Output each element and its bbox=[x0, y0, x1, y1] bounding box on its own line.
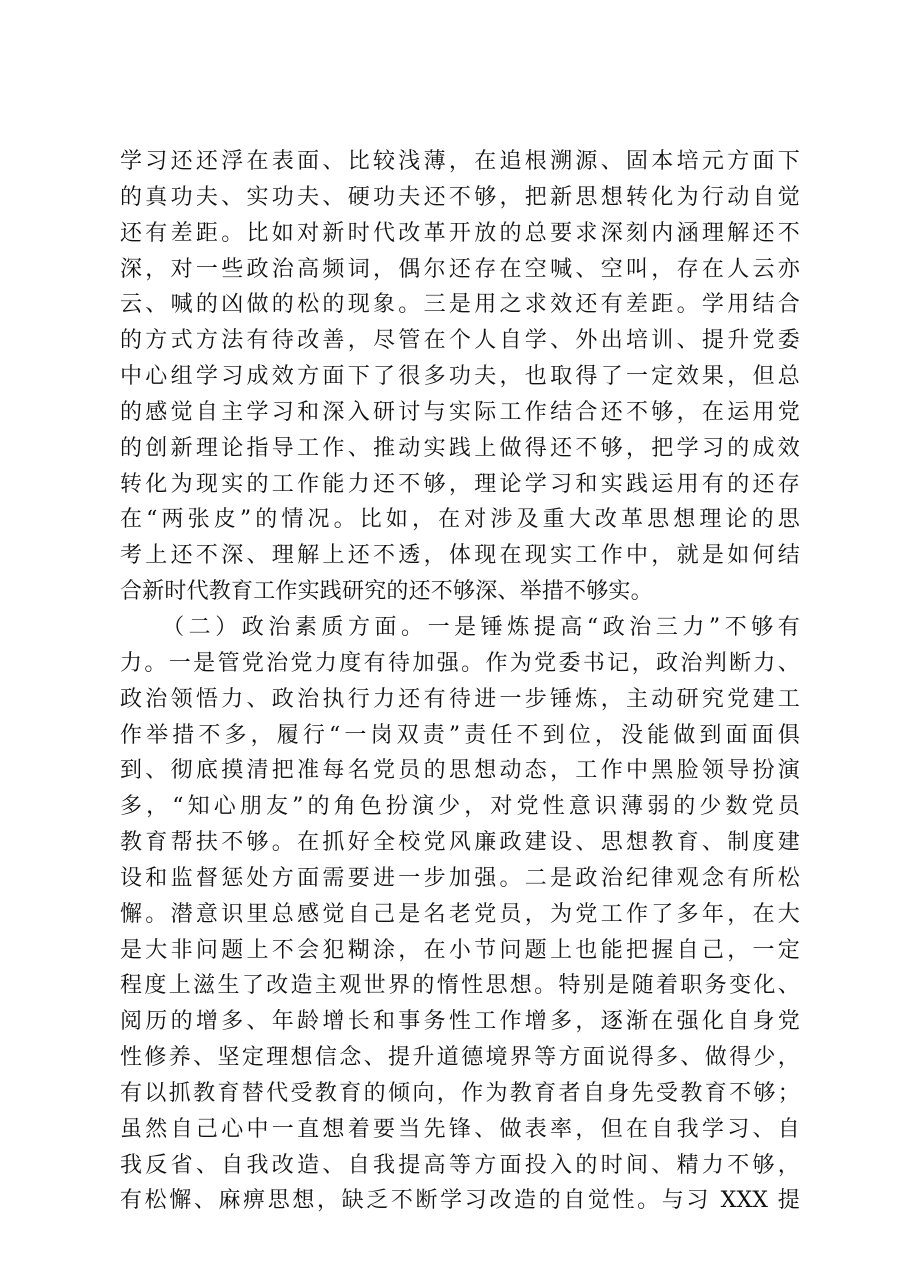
text-line: 有以抓教育替代受教育的倾向，作为教育者自身先受教育不够； bbox=[120, 1080, 800, 1106]
text-line: 多，“知心朋友”的角色扮演少，对党性意识薄弱的少数党员 bbox=[120, 794, 800, 820]
text-line: 转化为现实的工作能力还不够，理论学习和实践运用有的还存 bbox=[120, 471, 800, 497]
text-line: 是大非问题上不会犯糊涂，在小节问题上也能把握自己，一定 bbox=[120, 937, 800, 963]
text-line: 懈。潜意识里总感觉自己是名老党员，为党工作了多年，在大 bbox=[120, 901, 800, 927]
text-line: 学习还还浮在表面、比较浅薄，在追根溯源、固本培元方面下 bbox=[120, 149, 800, 174]
text-line: 教育帮扶不够。在抓好全校党风廉政建设、思想教育、制度建 bbox=[120, 830, 800, 856]
text-line: 有松懈、麻痹思想，缺乏不断学习改造的自觉性。与习 XXX 提 bbox=[120, 1188, 800, 1214]
text-line: 程度上滋生了改造主观世界的惰性思想。特别是随着职务变化、 bbox=[120, 973, 800, 999]
text-line: 力。一是管党治党力度有待加强。作为党委书记，政治判断力、 bbox=[120, 650, 800, 676]
text-line: 的方式方法有待改善，尽管在个人自学、外出培训、提升党委 bbox=[120, 328, 800, 354]
body-text bbox=[120, 144, 800, 1219]
text-line: 中心组学习成效方面下了很多功夫，也取得了一定效果，但总 bbox=[120, 364, 800, 390]
text-line: 阅历的增多、年龄增长和事务性工作增多，逐渐在强化自身党 bbox=[120, 1009, 800, 1035]
text-line: 在“两张皮”的情况。比如，在对涉及重大改革思想理论的思 bbox=[120, 507, 800, 533]
text-line: 考上还不深、理解上还不透，体现在现实工作中，就是如何结 bbox=[120, 543, 800, 569]
text-line: 设和监督惩处方面需要进一步加强。二是政治纪律观念有所松 bbox=[120, 865, 800, 891]
text-line: 我反省、自我改造、自我提高等方面投入的时间、精力不够， bbox=[120, 1152, 800, 1178]
text-line: 虽然自己心中一直想着要当先锋、做表率，但在自我学习、自 bbox=[120, 1116, 800, 1142]
text-line: 合新时代教育工作实践研究的还不够深、举措不够实。 bbox=[120, 579, 653, 605]
text-line: 作举措不多，履行“一岗双责”责任不到位，没能做到面面俱 bbox=[120, 722, 800, 748]
text-line: 还有差距。比如对新时代改革开放的总要求深刻内涵理解还不 bbox=[120, 220, 800, 246]
text-line: 的创新理论指导工作、推动实践上做得还不够，把学习的成效 bbox=[120, 435, 800, 461]
text-line: 到、彻底摸清把准每名党员的思想动态，工作中黑脸领导扮演 bbox=[120, 758, 800, 784]
text-line: 的感觉自主学习和深入研讨与实际工作结合还不够，在运用党 bbox=[120, 399, 800, 425]
text-line: 政治领悟力、政治执行力还有待进一步锤炼，主动研究党建工 bbox=[120, 686, 800, 712]
text-line: 云、喊的凶做的松的现象。三是用之求效还有差距。学用结合 bbox=[120, 292, 800, 318]
text-line: 深，对一些政治高频词，偶尔还存在空喊、空叫，存在人云亦 bbox=[120, 256, 800, 282]
text-line: 的真功夫、实功夫、硬功夫还不够，把新思想转化为行动自觉 bbox=[120, 184, 800, 210]
text-line: 性修养、坚定理想信念、提升道德境界等方面说得多、做得少， bbox=[120, 1045, 800, 1071]
text-line: （二）政治素质方面。一是锤炼提高“政治三力”不够有 bbox=[120, 614, 800, 640]
